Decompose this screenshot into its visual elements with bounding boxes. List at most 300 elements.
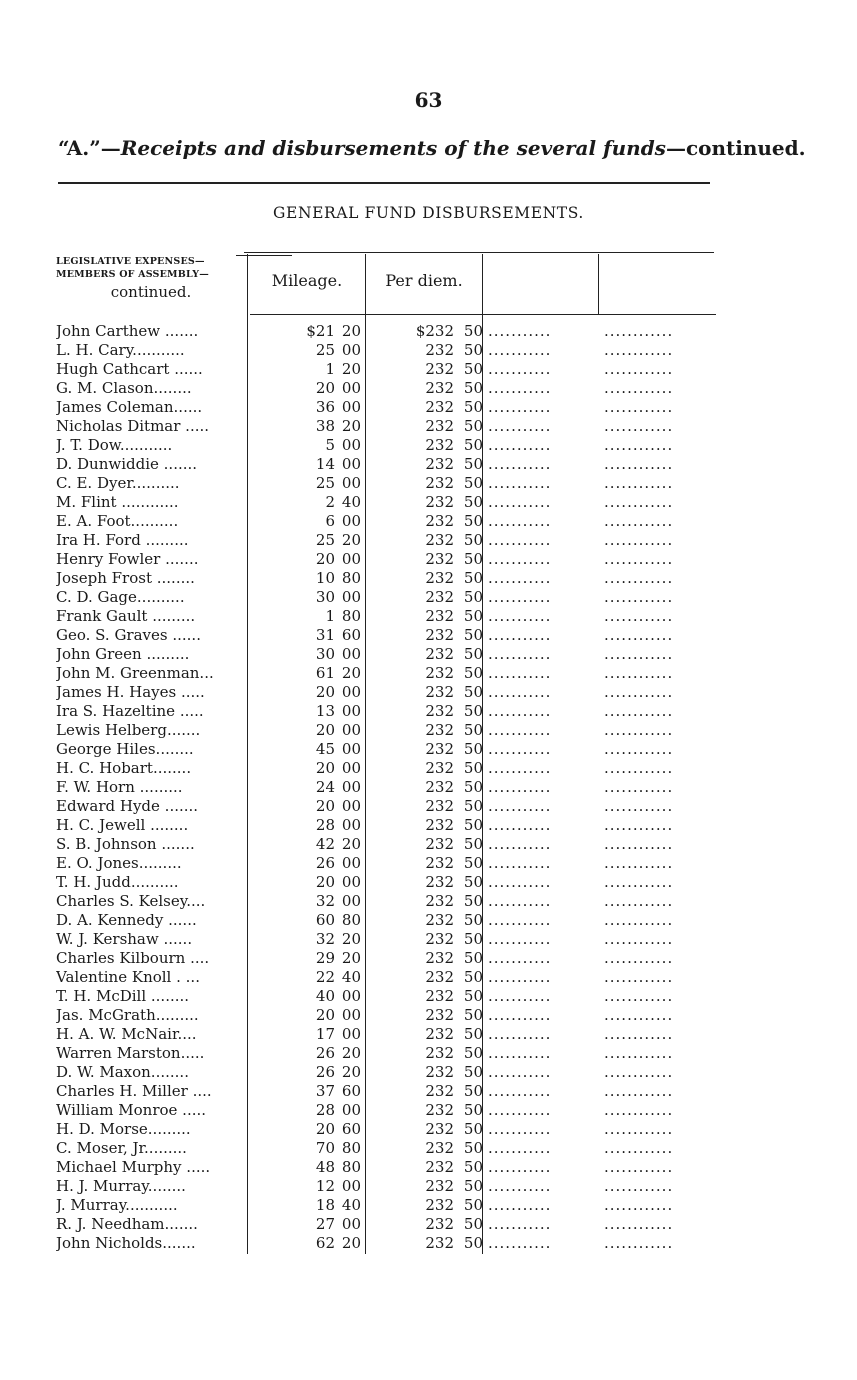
perdiem-dollars: 232	[425, 1063, 454, 1081]
perdiem-cents: 50	[463, 550, 483, 568]
table-row	[0, 968, 857, 987]
member-name: F. W. Horn .........	[56, 778, 183, 796]
table-row	[0, 1177, 857, 1196]
leader-dots: ............	[604, 816, 674, 834]
mileage-dollars: 70	[315, 1139, 335, 1157]
member-name: Nicholas Ditmar .....	[56, 417, 210, 435]
table-row	[0, 436, 857, 455]
mileage-cents: 00	[341, 1177, 361, 1195]
perdiem-dollars: 232	[425, 607, 454, 625]
leader-dots: ............	[604, 930, 674, 948]
perdiem-cents: 50	[463, 436, 483, 454]
perdiem-cents: 50	[463, 531, 483, 549]
perdiem-cents: 50	[463, 360, 483, 378]
member-name: D. Dunwiddie .......	[56, 455, 198, 473]
leader-dots: ............	[604, 1234, 674, 1252]
leader-dots: ...........	[488, 987, 552, 1005]
table-row	[0, 740, 857, 759]
leader-dots: ...........	[488, 1025, 552, 1043]
member-name: William Monroe .....	[56, 1101, 207, 1119]
leader-dots: ...........	[488, 1177, 552, 1195]
mileage-cents: 00	[341, 797, 361, 815]
member-name: James H. Hayes .....	[56, 683, 205, 701]
leader-dots: ............	[604, 1177, 674, 1195]
member-name: Jas. McGrath.........	[56, 1006, 199, 1024]
leader-dots: ............	[604, 645, 674, 663]
leader-dots: ............	[604, 1139, 674, 1157]
mileage-dollars: 20	[315, 379, 335, 397]
leader-dots: ...........	[488, 721, 552, 739]
leader-dots: ...........	[488, 417, 552, 435]
leader-dots: ...........	[488, 1196, 552, 1214]
mileage-dollars: 5	[325, 436, 335, 454]
member-name: Warren Marston.....	[56, 1044, 205, 1062]
leader-dots: ............	[604, 892, 674, 910]
perdiem-cents: 50	[463, 797, 483, 815]
mileage-cents: 00	[341, 721, 361, 739]
leader-dots: ...........	[488, 664, 552, 682]
table-row	[0, 1234, 857, 1253]
table-row	[0, 474, 857, 493]
perdiem-cents: 50	[463, 569, 483, 587]
table-top-rule	[244, 252, 714, 253]
mileage-cents: 80	[341, 569, 361, 587]
leader-dots: ............	[604, 797, 674, 815]
perdiem-cents: 50	[463, 835, 483, 853]
leader-dots: ...........	[488, 1082, 552, 1100]
mileage-dollars: 12	[315, 1177, 335, 1195]
mileage-cents: 00	[341, 645, 361, 663]
mileage-dollars: 13	[315, 702, 335, 720]
leader-dots: ............	[604, 664, 674, 682]
perdiem-cents: 50	[463, 1120, 483, 1138]
leader-dots: ............	[604, 702, 674, 720]
perdiem-cents: 50	[463, 493, 483, 511]
leader-dots: ............	[604, 1158, 674, 1176]
perdiem-cents: 50	[463, 645, 483, 663]
table-row	[0, 607, 857, 626]
perdiem-dollars: 232	[425, 1215, 454, 1233]
perdiem-cents: 50	[463, 987, 483, 1005]
perdiem-cents: 50	[463, 778, 483, 796]
perdiem-dollars: 232	[425, 759, 454, 777]
table-row	[0, 379, 857, 398]
member-name: D. A. Kennedy ......	[56, 911, 197, 929]
table-row	[0, 1215, 857, 1234]
table-row	[0, 1101, 857, 1120]
mileage-cents: 20	[341, 1063, 361, 1081]
mileage-cents: 00	[341, 816, 361, 834]
mileage-dollars: 25	[315, 531, 335, 549]
member-name: George Hiles........	[56, 740, 194, 758]
mileage-cents: 00	[341, 892, 361, 910]
leader-dots: ...........	[488, 607, 552, 625]
leader-dots: ............	[604, 740, 674, 758]
perdiem-dollars: 232	[425, 1196, 454, 1214]
mileage-dollars: 30	[315, 588, 335, 606]
perdiem-dollars: 232	[425, 398, 454, 416]
leader-dots: ............	[604, 341, 674, 359]
leader-dots: ...........	[488, 1044, 552, 1062]
mileage-dollars: 48	[315, 1158, 335, 1176]
mileage-dollars: 26	[315, 1063, 335, 1081]
perdiem-dollars: 232	[425, 531, 454, 549]
mileage-cents: 20	[341, 835, 361, 853]
table-row	[0, 835, 857, 854]
member-name: John Green .........	[56, 645, 190, 663]
table-row	[0, 1158, 857, 1177]
mileage-dollars: 28	[315, 816, 335, 834]
mileage-cents: 60	[341, 626, 361, 644]
leader-dots: ............	[604, 1006, 674, 1024]
mileage-dollars: 20	[315, 550, 335, 568]
section-title: GENERAL FUND DISBURSEMENTS.	[273, 204, 584, 222]
leader-dots: ...........	[488, 873, 552, 891]
table-row	[0, 1139, 857, 1158]
leader-dots: ...........	[488, 835, 552, 853]
mileage-dollars: 20	[315, 1006, 335, 1024]
mileage-cents: 20	[341, 531, 361, 549]
mileage-cents: 00	[341, 455, 361, 473]
table-row	[0, 721, 857, 740]
mileage-cents: 00	[341, 778, 361, 796]
table-row	[0, 759, 857, 778]
perdiem-cents: 50	[463, 626, 483, 644]
mileage-dollars: 24	[315, 778, 335, 796]
mileage-dollars: 25	[315, 341, 335, 359]
leader-dots: ............	[604, 417, 674, 435]
label-header-rule	[236, 255, 292, 256]
table-row	[0, 664, 857, 683]
leader-dots: ...........	[488, 398, 552, 416]
leader-dots: ...........	[488, 1139, 552, 1157]
perdiem-cents: 50	[463, 1101, 483, 1119]
column-divider	[598, 254, 599, 314]
member-name: Ira S. Hazeltine .....	[56, 702, 204, 720]
leader-dots: ...........	[488, 1006, 552, 1024]
perdiem-dollars: 232	[425, 550, 454, 568]
table-row	[0, 1063, 857, 1082]
mileage-dollars: 61	[315, 664, 335, 682]
member-name: H. C. Jewell ........	[56, 816, 189, 834]
perdiem-cents: 50	[463, 1044, 483, 1062]
leader-dots: ............	[604, 949, 674, 967]
leader-dots: ...........	[488, 436, 552, 454]
mileage-cents: 80	[341, 1158, 361, 1176]
perdiem-dollars: 232	[425, 683, 454, 701]
leader-dots: ............	[604, 474, 674, 492]
perdiem-cents: 50	[463, 1196, 483, 1214]
table-row	[0, 778, 857, 797]
mileage-dollars: 37	[315, 1082, 335, 1100]
perdiem-cents: 50	[463, 474, 483, 492]
mileage-cents: 00	[341, 702, 361, 720]
mileage-cents: 20	[341, 949, 361, 967]
column-header-mileage: Mileage.	[271, 271, 343, 290]
mileage-cents: 00	[341, 512, 361, 530]
mileage-dollars: 25	[315, 474, 335, 492]
perdiem-dollars: 232	[425, 1158, 454, 1176]
mileage-dollars: 36	[315, 398, 335, 416]
perdiem-dollars: 232	[425, 854, 454, 872]
perdiem-cents: 50	[463, 816, 483, 834]
table-row	[0, 531, 857, 550]
table-label-header	[56, 255, 246, 302]
table-row	[0, 987, 857, 1006]
mileage-dollars: 6	[325, 512, 335, 530]
leader-dots: ...........	[488, 322, 552, 340]
perdiem-dollars: 232	[425, 626, 454, 644]
member-name: S. B. Johnson .......	[56, 835, 195, 853]
leader-dots: ...........	[488, 379, 552, 397]
leader-dots: ............	[604, 778, 674, 796]
perdiem-cents: 50	[463, 721, 483, 739]
mileage-cents: 80	[341, 607, 361, 625]
table-row	[0, 455, 857, 474]
leader-dots: ............	[604, 854, 674, 872]
perdiem-cents: 50	[463, 455, 483, 473]
member-name: W. J. Kershaw ......	[56, 930, 193, 948]
leader-dots: ............	[604, 531, 674, 549]
mileage-dollars: 62	[315, 1234, 335, 1252]
perdiem-cents: 50	[463, 702, 483, 720]
mileage-cents: 00	[341, 550, 361, 568]
mileage-dollars: 20	[315, 873, 335, 891]
leader-dots: ............	[604, 398, 674, 416]
leader-dots: ............	[604, 493, 674, 511]
leader-dots: ...........	[488, 550, 552, 568]
perdiem-dollars: 232	[425, 569, 454, 587]
mileage-cents: 20	[341, 930, 361, 948]
perdiem-dollars: 232	[425, 1234, 454, 1252]
perdiem-dollars: 232	[425, 645, 454, 663]
leader-dots: ............	[604, 569, 674, 587]
leader-dots: ...........	[488, 588, 552, 606]
leader-dots: ............	[604, 721, 674, 739]
perdiem-cents: 50	[463, 1063, 483, 1081]
mileage-dollars: 2	[325, 493, 335, 511]
perdiem-dollars: 232	[425, 493, 454, 511]
mileage-cents: 20	[341, 1234, 361, 1252]
leader-dots: ............	[604, 683, 674, 701]
member-name: Joseph Frost ........	[56, 569, 195, 587]
leader-dots: ............	[604, 987, 674, 1005]
member-name: T. H. Judd..........	[56, 873, 179, 891]
perdiem-dollars: 232	[425, 455, 454, 473]
member-name: C. Moser, Jr.........	[56, 1139, 187, 1157]
table-row	[0, 645, 857, 664]
leader-dots: ...........	[488, 1234, 552, 1252]
perdiem-cents: 50	[463, 759, 483, 777]
perdiem-cents: 50	[463, 664, 483, 682]
label-line-2: MEMBERS OF ASSEMBLY—	[56, 269, 209, 280]
table-row	[0, 816, 857, 835]
table-row	[0, 626, 857, 645]
mileage-cents: 00	[341, 873, 361, 891]
leader-dots: ...........	[488, 797, 552, 815]
table-row	[0, 1044, 857, 1063]
heading-prefix: “A.”—	[58, 136, 121, 160]
mileage-cents: 40	[341, 1196, 361, 1214]
leader-dots: ............	[604, 759, 674, 777]
member-name: Valentine Knoll . ...	[56, 968, 200, 986]
mileage-cents: 00	[341, 398, 361, 416]
perdiem-dollars: 232	[425, 1101, 454, 1119]
perdiem-cents: 50	[463, 588, 483, 606]
perdiem-cents: 50	[463, 1139, 483, 1157]
leader-dots: ...........	[488, 493, 552, 511]
leader-dots: ...........	[488, 854, 552, 872]
perdiem-cents: 50	[463, 417, 483, 435]
member-name: John Carthew .......	[56, 322, 199, 340]
perdiem-dollars: 232	[425, 949, 454, 967]
leader-dots: ............	[604, 835, 674, 853]
mileage-cents: 60	[341, 1120, 361, 1138]
perdiem-dollars: 232	[425, 1044, 454, 1062]
leader-dots: ...........	[488, 911, 552, 929]
mileage-cents: 40	[341, 968, 361, 986]
leader-dots: ...........	[488, 949, 552, 967]
member-name: Edward Hyde .......	[56, 797, 199, 815]
leader-dots: ............	[604, 379, 674, 397]
leader-dots: ...........	[488, 360, 552, 378]
member-name: H. A. W. McNair....	[56, 1025, 197, 1043]
leader-dots: ...........	[488, 1101, 552, 1119]
perdiem-dollars: 232	[425, 1082, 454, 1100]
mileage-dollars: 22	[315, 968, 335, 986]
table-row	[0, 683, 857, 702]
member-name: T. H. McDill ........	[56, 987, 190, 1005]
mileage-dollars: 20	[315, 1120, 335, 1138]
mileage-cents: 00	[341, 1025, 361, 1043]
perdiem-dollars: 232	[425, 1177, 454, 1195]
leader-dots: ............	[604, 1082, 674, 1100]
leader-dots: ...........	[488, 778, 552, 796]
member-name: Charles H. Miller ....	[56, 1082, 212, 1100]
perdiem-dollars: 232	[425, 873, 454, 891]
table-row	[0, 512, 857, 531]
leader-dots: ...........	[488, 531, 552, 549]
mileage-dollars: 60	[315, 911, 335, 929]
leader-dots: ...........	[488, 1158, 552, 1176]
mileage-cents: 00	[341, 683, 361, 701]
leader-dots: ............	[604, 1044, 674, 1062]
leader-dots: ............	[604, 436, 674, 454]
leader-dots: ............	[604, 1215, 674, 1233]
mileage-dollars: 20	[315, 759, 335, 777]
member-name: Charles Kilbourn ....	[56, 949, 210, 967]
mileage-dollars: 20	[315, 797, 335, 815]
leader-dots: ...........	[488, 474, 552, 492]
perdiem-dollars: 232	[425, 588, 454, 606]
mileage-dollars: 28	[315, 1101, 335, 1119]
member-name: H. J. Murray........	[56, 1177, 186, 1195]
table-row	[0, 398, 857, 417]
leader-dots: ............	[604, 626, 674, 644]
mileage-dollars: 14	[315, 455, 335, 473]
perdiem-dollars: 232	[425, 1120, 454, 1138]
table-row	[0, 1120, 857, 1139]
perdiem-cents: 50	[463, 930, 483, 948]
member-name: L. H. Cary...........	[56, 341, 185, 359]
mileage-dollars: 32	[315, 892, 335, 910]
perdiem-dollars: 232	[425, 702, 454, 720]
mileage-dollars: 27	[315, 1215, 335, 1233]
perdiem-dollars: 232	[425, 740, 454, 758]
table-row	[0, 417, 857, 436]
leader-dots: ............	[604, 968, 674, 986]
table-row	[0, 892, 857, 911]
perdiem-cents: 50	[463, 398, 483, 416]
perdiem-dollars: 232	[425, 379, 454, 397]
mileage-cents: 20	[341, 664, 361, 682]
leader-dots: ............	[604, 1063, 674, 1081]
leader-dots: ...........	[488, 702, 552, 720]
header-underline-rule	[250, 314, 716, 315]
table-row	[0, 1082, 857, 1101]
member-name: Henry Fowler .......	[56, 550, 199, 568]
leader-dots: ...........	[488, 816, 552, 834]
mileage-cents: 80	[341, 911, 361, 929]
perdiem-dollars: 232	[425, 911, 454, 929]
member-name: John Nicholds.......	[56, 1234, 196, 1252]
mileage-dollars: 30	[315, 645, 335, 663]
leader-dots: ...........	[488, 512, 552, 530]
mileage-dollars: 1	[325, 607, 335, 625]
table-row	[0, 873, 857, 892]
perdiem-cents: 50	[463, 683, 483, 701]
heading-italic-title: Receipts and disbursements of the several funds	[120, 136, 666, 160]
perdiem-dollars: 232	[425, 892, 454, 910]
mileage-cents: 80	[341, 1139, 361, 1157]
mileage-cents: 60	[341, 1082, 361, 1100]
perdiem-dollars: 232	[425, 360, 454, 378]
perdiem-dollars: 232	[425, 512, 454, 530]
member-name: M. Flint ............	[56, 493, 179, 511]
member-name: Geo. S. Graves ......	[56, 626, 201, 644]
leader-dots: ............	[604, 550, 674, 568]
mileage-cents: 00	[341, 379, 361, 397]
member-name: D. W. Maxon........	[56, 1063, 189, 1081]
member-name: Charles S. Kelsey....	[56, 892, 206, 910]
perdiem-dollars: 232	[425, 797, 454, 815]
heading-suffix: —continued.	[665, 136, 806, 160]
perdiem-dollars: $232	[415, 322, 454, 340]
mileage-cents: 20	[341, 417, 361, 435]
page-heading	[58, 136, 806, 160]
leader-dots: ............	[604, 607, 674, 625]
perdiem-cents: 50	[463, 1234, 483, 1252]
member-name: J. Murray...........	[56, 1196, 178, 1214]
leader-dots: ............	[604, 512, 674, 530]
perdiem-cents: 50	[463, 341, 483, 359]
mileage-cents: 20	[341, 1044, 361, 1062]
mileage-dollars: 40	[315, 987, 335, 1005]
leader-dots: ...........	[488, 341, 552, 359]
mileage-cents: 00	[341, 1006, 361, 1024]
member-name: G. M. Clason........	[56, 379, 192, 397]
leader-dots: ............	[604, 322, 674, 340]
table-row	[0, 341, 857, 360]
member-name: Michael Murphy .....	[56, 1158, 211, 1176]
mileage-dollars: 17	[315, 1025, 335, 1043]
leader-dots: ...........	[488, 683, 552, 701]
perdiem-dollars: 232	[425, 987, 454, 1005]
leader-dots: ...........	[488, 1120, 552, 1138]
member-name: J. T. Dow...........	[56, 436, 173, 454]
member-name: Lewis Helberg.......	[56, 721, 201, 739]
perdiem-dollars: 232	[425, 816, 454, 834]
